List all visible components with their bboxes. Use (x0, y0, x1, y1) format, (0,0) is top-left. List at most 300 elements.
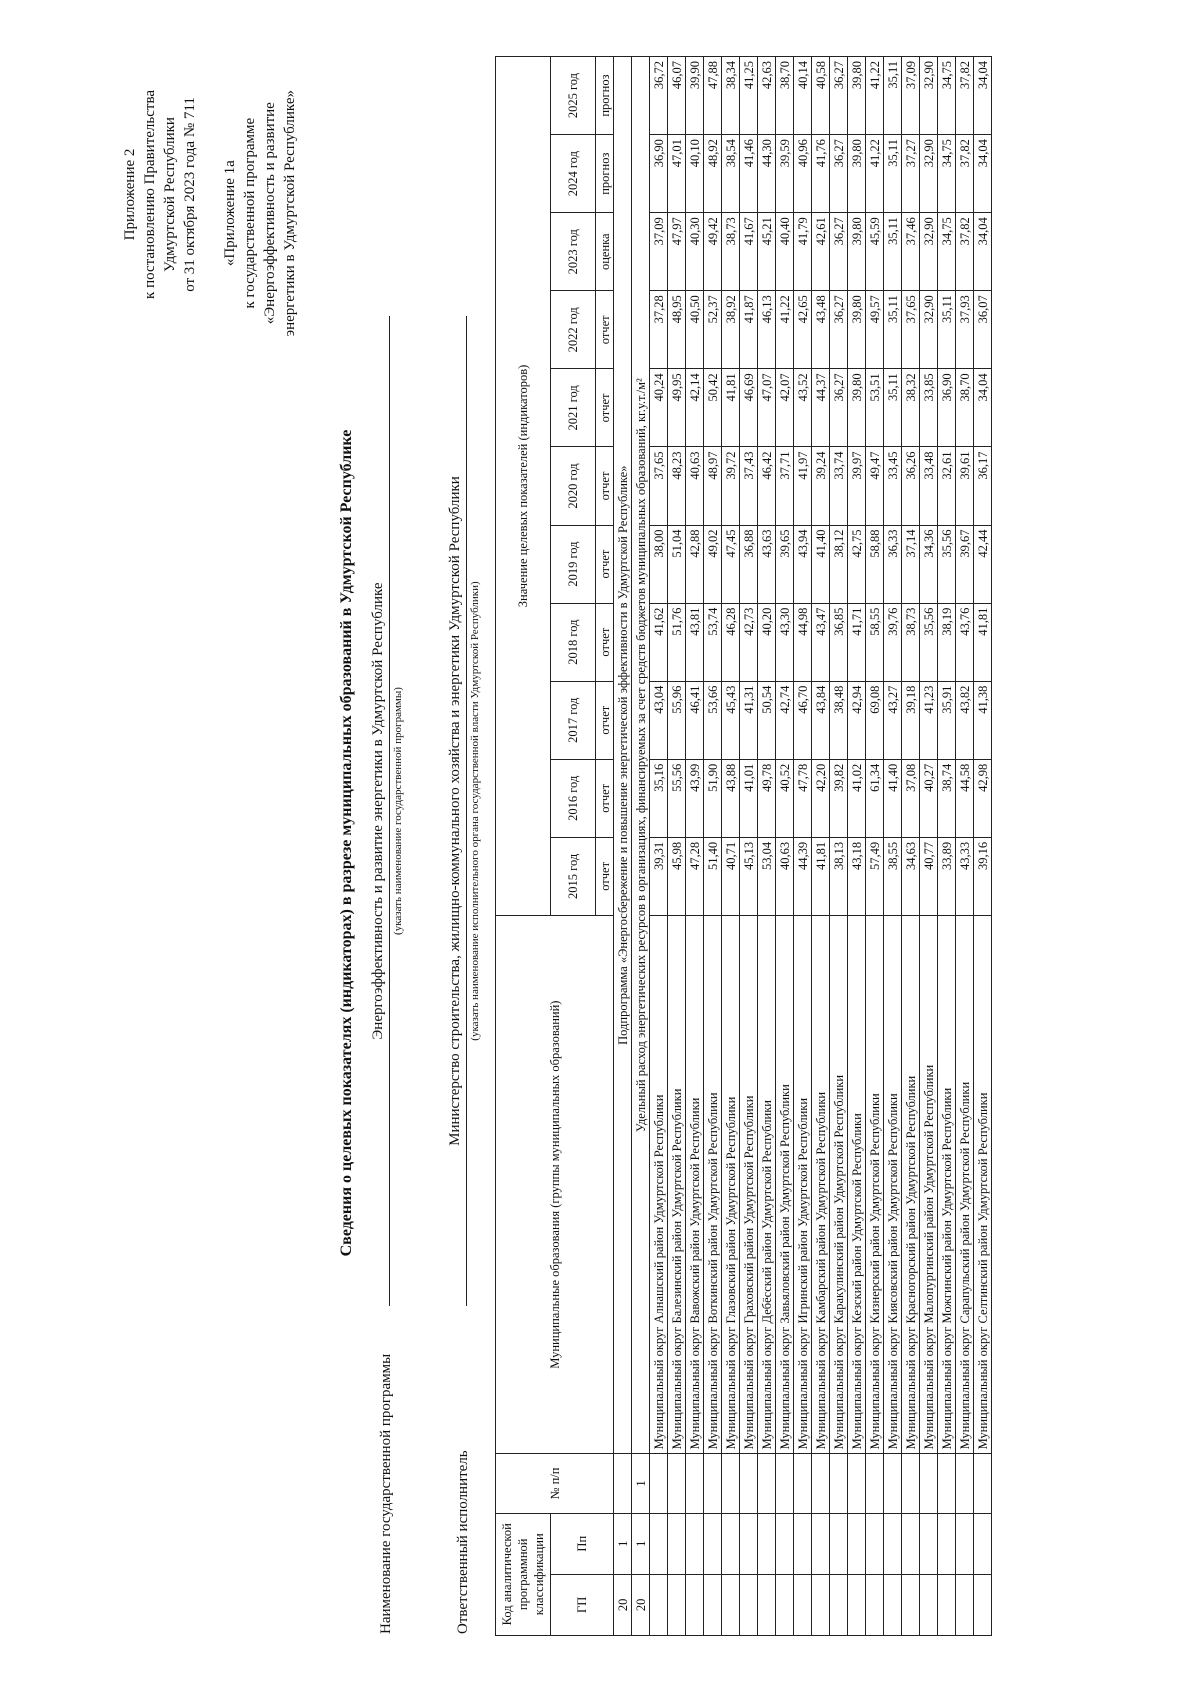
value-cell: 38,34 (722, 57, 740, 135)
value-cell: 61,34 (866, 759, 884, 837)
value-cell: 50,42 (704, 369, 722, 447)
gp-cell (848, 1574, 866, 1635)
table-row (956, 57, 974, 1636)
municipality-header: Муниципальные образования (группы муниципальных образований) (496, 915, 614, 1453)
value-cell: 41,81 (812, 837, 830, 915)
municipality-name: Муниципальный округ Кезский район Удмуртской Республики (848, 915, 866, 1453)
year-header: 2022 год (551, 291, 596, 369)
value-cell: 41,46 (740, 135, 758, 213)
value-cell: 41,02 (848, 759, 866, 837)
value-cell: 44,58 (956, 759, 974, 837)
municipality-name: Муниципальный округ Игринский район Удмуртской Республики (794, 915, 812, 1453)
value-cell: 39,59 (776, 135, 794, 213)
value-cell: 39,16 (974, 837, 992, 915)
gp-cell (884, 1574, 902, 1635)
value-cell: 39,65 (776, 525, 794, 603)
gp-cell (938, 1574, 956, 1635)
value-cell: 49,95 (668, 369, 686, 447)
table-row (758, 57, 776, 1636)
pp-cell (974, 1513, 992, 1574)
municipality-name: Муниципальный округ Каракулинский район Удмуртской Республики (830, 915, 848, 1453)
value-cell: 39,76 (884, 603, 902, 681)
value-cell: 37,82 (956, 57, 974, 135)
header-row (496, 57, 551, 1636)
gp-cell (758, 1574, 776, 1635)
year-header: 2016 год (551, 759, 596, 837)
value-cell: 44,30 (758, 135, 776, 213)
table-row (686, 57, 704, 1636)
value-cell: 40,14 (794, 57, 812, 135)
value-cell: 41,38 (974, 681, 992, 759)
number-cell (668, 1454, 686, 1513)
value-cell: 36,26 (902, 447, 920, 525)
value-cell: 32,90 (920, 135, 938, 213)
number-cell (956, 1454, 974, 1513)
gp-cell (812, 1574, 830, 1635)
value-cell: 46,28 (722, 603, 740, 681)
number-cell (812, 1454, 830, 1513)
pp-cell (884, 1513, 902, 1574)
value-cell: 44,39 (794, 837, 812, 915)
table-row (812, 57, 830, 1636)
status-header: оценка (596, 213, 614, 291)
value-cell: 36,27 (830, 369, 848, 447)
number-cell (866, 1454, 884, 1513)
number-cell (830, 1454, 848, 1513)
program-hint: (указать наименование государственной программы) (392, 687, 404, 935)
table-row (740, 57, 758, 1636)
value-cell: 34,75 (938, 213, 956, 291)
value-cell: 42,94 (848, 681, 866, 759)
value-cell: 44,98 (794, 603, 812, 681)
value-cell: 42,14 (686, 369, 704, 447)
status-header: отчет (596, 603, 614, 681)
value-cell: 42,75 (848, 525, 866, 603)
value-cell: 34,36 (920, 525, 938, 603)
value-cell: 40,58 (812, 57, 830, 135)
value-cell: 39,80 (848, 369, 866, 447)
value-cell: 69,08 (866, 681, 884, 759)
number-cell (686, 1454, 704, 1513)
value-cell: 45,98 (668, 837, 686, 915)
value-cell: 34,04 (974, 135, 992, 213)
subprogram-row (614, 57, 632, 1636)
indicator-title: Удельный расход энергетических ресурсов в организациях, финансируемых за счет средств бюджетов муниципальных образований, кг.у.т./м² (632, 57, 650, 1454)
number-cell (938, 1454, 956, 1513)
value-cell: 37,82 (956, 213, 974, 291)
document-title: Сведения о целевых показателях (индикаторах) в разрезе муниципальных образований в Удмуртской Республике (338, 429, 355, 1257)
value-cell: 43,04 (650, 681, 668, 759)
value-cell: 33,85 (920, 369, 938, 447)
pp-cell (866, 1513, 884, 1574)
value-cell: 41,87 (740, 291, 758, 369)
gp-cell (866, 1574, 884, 1635)
value-cell: 53,74 (704, 603, 722, 681)
pp-cell (704, 1513, 722, 1574)
value-cell: 35,56 (938, 525, 956, 603)
value-cell: 48,95 (668, 291, 686, 369)
value-cell: 37,46 (902, 213, 920, 291)
value-cell: 38,70 (776, 57, 794, 135)
value-cell: 41,22 (866, 135, 884, 213)
number-cell (848, 1454, 866, 1513)
value-cell: 43,48 (812, 291, 830, 369)
appendix-line: «Энергоэффективность и развитие (262, 102, 278, 325)
value-cell: 46,07 (668, 57, 686, 135)
value-cell: 36,90 (938, 369, 956, 447)
appendix-line: энергетики в Удмуртской Республике» (282, 90, 298, 337)
value-cell: 35,11 (884, 57, 902, 135)
municipality-name: Муниципальный округ Можгинский район Удмуртской Республики (938, 915, 956, 1453)
number-cell (974, 1454, 992, 1513)
table-row (902, 57, 920, 1636)
value-cell: 35,11 (884, 213, 902, 291)
value-cell: 41,81 (974, 603, 992, 681)
value-cell: 34,75 (938, 57, 956, 135)
value-cell: 37,65 (902, 291, 920, 369)
municipality-name: Муниципальный округ Воткинский район Удмуртской Республики (704, 915, 722, 1453)
value-cell: 57,49 (866, 837, 884, 915)
value-cell: 52,37 (704, 291, 722, 369)
value-cell: 37,71 (776, 447, 794, 525)
value-cell: 43,52 (794, 369, 812, 447)
pp-cell (902, 1513, 920, 1574)
value-cell: 36,27 (830, 213, 848, 291)
value-cell: 46,69 (740, 369, 758, 447)
municipality-name: Муниципальный округ Глазовский район Удмуртской Республики (722, 915, 740, 1453)
status-header: отчет (596, 369, 614, 447)
municipality-name: Муниципальный округ Завьяловский район Удмуртской Республики (776, 915, 794, 1453)
pp-cell (812, 1513, 830, 1574)
table-row (722, 57, 740, 1636)
value-cell: 43,88 (722, 759, 740, 837)
municipality-name: Муниципальный округ Камбарский район Удмуртской Республики (812, 915, 830, 1453)
value-cell: 55,96 (668, 681, 686, 759)
value-cell: 41,23 (920, 681, 938, 759)
value-cell: 42,65 (794, 291, 812, 369)
value-cell: 43,82 (956, 681, 974, 759)
value-cell: 49,02 (704, 525, 722, 603)
number-header: № п/п (496, 1454, 614, 1513)
value-cell: 40,52 (776, 759, 794, 837)
pp-header: Пп (551, 1513, 614, 1574)
value-cell: 41,25 (740, 57, 758, 135)
pp-cell (920, 1513, 938, 1574)
value-cell: 51,90 (704, 759, 722, 837)
value-cell: 36,27 (830, 291, 848, 369)
value-cell: 41,31 (740, 681, 758, 759)
value-cell: 40,71 (722, 837, 740, 915)
value-cell: 39,90 (686, 57, 704, 135)
value-cell: 39,61 (956, 447, 974, 525)
gp-cell (956, 1574, 974, 1635)
value-cell: 42,63 (758, 57, 776, 135)
value-cell: 53,66 (704, 681, 722, 759)
appendix-line: к государственной программе (242, 117, 258, 309)
value-cell: 43,30 (776, 603, 794, 681)
value-cell: 53,04 (758, 837, 776, 915)
value-cell: 35,11 (938, 291, 956, 369)
gp-cell (902, 1574, 920, 1635)
value-cell: 47,45 (722, 525, 740, 603)
value-cell: 40,50 (686, 291, 704, 369)
value-cell: 51,40 (704, 837, 722, 915)
value-cell: 37,82 (956, 135, 974, 213)
value-cell: 38,19 (938, 603, 956, 681)
number-cell (650, 1454, 668, 1513)
indicators-table (495, 56, 992, 1636)
value-cell: 36,07 (974, 291, 992, 369)
value-cell: 50,54 (758, 681, 776, 759)
municipality-name: Муниципальный округ Селтинский район Удмуртской Республики (974, 915, 992, 1453)
values-header: Значение целевых показателей (индикаторов) (496, 57, 551, 916)
value-cell: 39,80 (848, 57, 866, 135)
gp-cell (740, 1574, 758, 1635)
value-cell: 46,41 (686, 681, 704, 759)
pp-cell (776, 1513, 794, 1574)
year-header: 2017 год (551, 681, 596, 759)
gp-cell: 20 (632, 1574, 650, 1635)
gp-cell (830, 1574, 848, 1635)
value-cell: 43,94 (794, 525, 812, 603)
value-cell: 45,43 (722, 681, 740, 759)
value-cell: 42,44 (974, 525, 992, 603)
value-cell: 39,18 (902, 681, 920, 759)
value-cell: 41,81 (722, 369, 740, 447)
value-cell: 37,93 (956, 291, 974, 369)
value-cell: 46,42 (758, 447, 776, 525)
municipality-name: Муниципальный округ Сарапульский район Удмуртской Республики (956, 915, 974, 1453)
pp-cell (686, 1513, 704, 1574)
year-header: 2015 год (551, 837, 596, 915)
value-cell: 42,88 (686, 525, 704, 603)
gp-cell (704, 1574, 722, 1635)
appendix-line: от 31 октября 2023 года № 711 (182, 97, 198, 292)
value-cell: 35,11 (884, 369, 902, 447)
value-cell: 34,04 (974, 57, 992, 135)
year-header: 2019 год (551, 525, 596, 603)
value-cell: 47,78 (794, 759, 812, 837)
value-cell: 38,73 (722, 213, 740, 291)
value-cell: 42,73 (740, 603, 758, 681)
value-cell: 35,56 (920, 603, 938, 681)
municipality-name: Муниципальный округ Кизнерский район Удмуртской Республики (866, 915, 884, 1453)
number-cell (740, 1454, 758, 1513)
pp-cell (722, 1513, 740, 1574)
value-cell: 36,85 (830, 603, 848, 681)
value-cell: 32,90 (920, 213, 938, 291)
pp-cell (848, 1513, 866, 1574)
appendix-line: к постановлению Правительства (142, 90, 158, 299)
value-cell: 43,76 (956, 603, 974, 681)
value-cell: 36,27 (830, 57, 848, 135)
value-cell: 42,74 (776, 681, 794, 759)
value-cell: 34,75 (938, 135, 956, 213)
value-cell: 41,71 (848, 603, 866, 681)
value-cell: 36,33 (884, 525, 902, 603)
value-cell: 47,97 (668, 213, 686, 291)
value-cell: 43,84 (812, 681, 830, 759)
value-cell: 37,09 (650, 213, 668, 291)
value-cell: 34,04 (974, 213, 992, 291)
value-cell: 47,28 (686, 837, 704, 915)
gp-cell (776, 1574, 794, 1635)
pp-cell (650, 1513, 668, 1574)
value-cell: 49,78 (758, 759, 776, 837)
value-cell: 38,48 (830, 681, 848, 759)
value-cell: 47,01 (668, 135, 686, 213)
municipality-name: Муниципальный округ Граховский район Удмуртской Республики (740, 915, 758, 1453)
value-cell: 47,07 (758, 369, 776, 447)
value-cell: 40,63 (686, 447, 704, 525)
gp-cell (794, 1574, 812, 1635)
value-cell: 40,77 (920, 837, 938, 915)
status-header: отчет (596, 837, 614, 915)
value-cell: 42,07 (776, 369, 794, 447)
municipality-name: Муниципальный округ Дебёсский район Удмуртской Республики (758, 915, 776, 1453)
appendix-header (120, 90, 200, 299)
responsible-hint: (указать наименование исполнительного органа государственной власти Удмуртской Республики) (469, 581, 481, 1041)
value-cell: 37,43 (740, 447, 758, 525)
municipality-name: Муниципальный округ Малопургинский район Удмуртской Республики (920, 915, 938, 1453)
value-cell: 58,88 (866, 525, 884, 603)
table-row (938, 57, 956, 1636)
value-cell: 40,40 (776, 213, 794, 291)
value-cell: 38,74 (938, 759, 956, 837)
value-cell: 37,27 (902, 135, 920, 213)
value-cell: 40,30 (686, 213, 704, 291)
year-header: 2025 год (551, 57, 596, 135)
value-cell: 35,11 (884, 291, 902, 369)
value-cell: 46,70 (794, 681, 812, 759)
value-cell: 48,23 (668, 447, 686, 525)
pp-cell (758, 1513, 776, 1574)
value-cell: 55,56 (668, 759, 686, 837)
value-cell: 36,72 (650, 57, 668, 135)
table-row (920, 57, 938, 1636)
value-cell: 39,97 (848, 447, 866, 525)
value-cell: 33,89 (938, 837, 956, 915)
value-cell: 42,20 (812, 759, 830, 837)
pp-cell (956, 1513, 974, 1574)
value-cell: 37,14 (902, 525, 920, 603)
table-row (668, 57, 686, 1636)
year-header: 2021 год (551, 369, 596, 447)
value-cell: 43,18 (848, 837, 866, 915)
pp-cell: 1 (614, 1513, 632, 1574)
program-name: Энергоэффективность и развитие энергетики в Удмуртской Республике (370, 316, 390, 1306)
number-cell (902, 1454, 920, 1513)
value-cell: 37,08 (902, 759, 920, 837)
pp-cell (830, 1513, 848, 1574)
municipality-name: Муниципальный округ Красногорский район Удмуртской Республики (902, 915, 920, 1453)
value-cell: 38,70 (956, 369, 974, 447)
value-cell: 37,28 (650, 291, 668, 369)
value-cell: 51,04 (668, 525, 686, 603)
value-cell: 36,17 (974, 447, 992, 525)
pp-cell (668, 1513, 686, 1574)
value-cell: 39,72 (722, 447, 740, 525)
status-header: прогноз (596, 135, 614, 213)
value-cell: 43,33 (956, 837, 974, 915)
value-cell: 40,20 (758, 603, 776, 681)
number-cell (704, 1454, 722, 1513)
value-cell: 40,63 (776, 837, 794, 915)
value-cell: 40,27 (920, 759, 938, 837)
pp-cell (938, 1513, 956, 1574)
indicator-row (632, 57, 650, 1636)
appendix-program-header (220, 90, 300, 336)
value-cell: 43,27 (884, 681, 902, 759)
value-cell: 43,63 (758, 525, 776, 603)
value-cell: 41,79 (794, 213, 812, 291)
code-header: Код аналитической программной классификации (496, 1513, 551, 1635)
value-cell: 33,48 (920, 447, 938, 525)
value-cell: 49,42 (704, 213, 722, 291)
gp-cell (650, 1574, 668, 1635)
year-header: 2023 год (551, 213, 596, 291)
number-cell: 1 (632, 1454, 650, 1513)
value-cell: 33,74 (830, 447, 848, 525)
table-row (974, 57, 992, 1636)
year-header: 2024 год (551, 135, 596, 213)
value-cell: 41,67 (740, 213, 758, 291)
municipality-name: Муниципальный округ Киясовский район Удмуртской Республики (884, 915, 902, 1453)
gp-cell (722, 1574, 740, 1635)
appendix-line: Удмуртской Республики (162, 117, 178, 272)
number-cell (884, 1454, 902, 1513)
value-cell: 58,55 (866, 603, 884, 681)
value-cell: 49,57 (866, 291, 884, 369)
gp-cell (920, 1574, 938, 1635)
value-cell: 41,62 (650, 603, 668, 681)
value-cell: 45,13 (740, 837, 758, 915)
value-cell: 41,76 (812, 135, 830, 213)
gp-cell (668, 1574, 686, 1635)
value-cell: 38,92 (722, 291, 740, 369)
year-header: 2018 год (551, 603, 596, 681)
table-row (848, 57, 866, 1636)
value-cell: 45,59 (866, 213, 884, 291)
table-row (704, 57, 722, 1636)
value-cell: 32,90 (920, 57, 938, 135)
value-cell: 41,40 (884, 759, 902, 837)
program-label: Наименование государственной программы (378, 1353, 394, 1634)
value-cell: 34,63 (902, 837, 920, 915)
status-header: отчет (596, 525, 614, 603)
value-cell: 39,80 (848, 135, 866, 213)
value-cell: 53,51 (866, 369, 884, 447)
value-cell: 44,37 (812, 369, 830, 447)
value-cell: 39,67 (956, 525, 974, 603)
municipality-name: Муниципальный округ Балезинский район Удмуртской Республики (668, 915, 686, 1453)
responsible-label: Ответственный исполнитель (455, 1450, 471, 1634)
municipality-name: Муниципальный округ Алнашский район Удмуртской Республики (650, 915, 668, 1453)
number-cell (920, 1454, 938, 1513)
value-cell: 37,65 (650, 447, 668, 525)
value-cell: 49,47 (866, 447, 884, 525)
value-cell: 41,97 (794, 447, 812, 525)
value-cell: 38,32 (902, 369, 920, 447)
table-body (614, 57, 992, 1636)
value-cell: 38,00 (650, 525, 668, 603)
value-cell: 39,24 (812, 447, 830, 525)
value-cell: 43,81 (686, 603, 704, 681)
value-cell: 45,21 (758, 213, 776, 291)
value-cell: 48,92 (704, 135, 722, 213)
value-cell: 38,13 (830, 837, 848, 915)
status-header: отчет (596, 447, 614, 525)
